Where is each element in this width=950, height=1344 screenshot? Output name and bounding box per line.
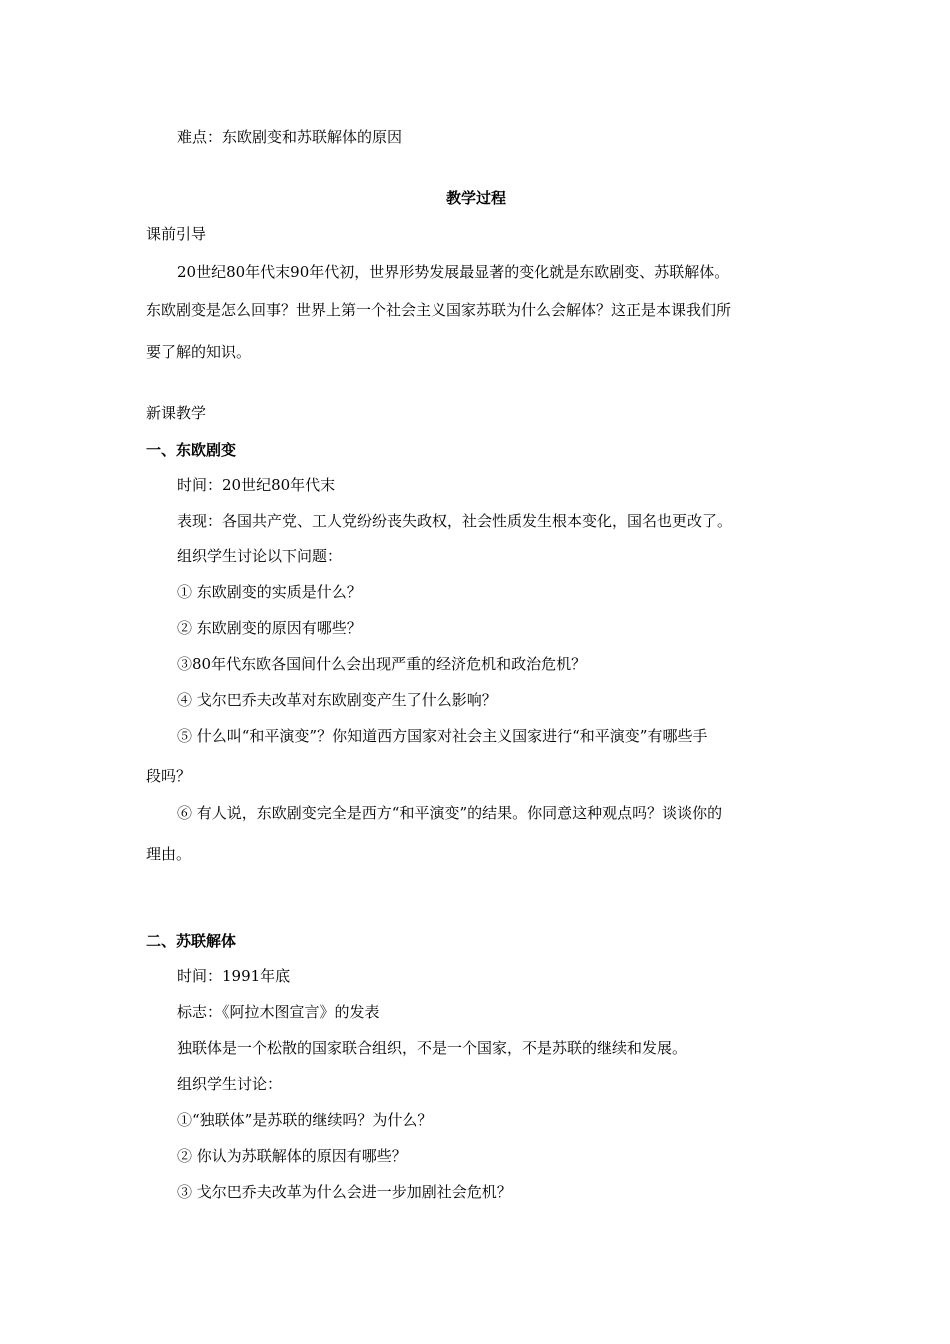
section2-question-3: ③ 戈尔巴乔夫改革为什么会进一步加剧社会危机？	[177, 1183, 512, 1201]
section1-question-1: ① 东欧剧变的实质是什么？	[177, 583, 362, 601]
new-lesson-heading: 新课教学	[146, 404, 207, 422]
section2-question-1: ①“独联体”是苏联的继续吗？为什么？	[177, 1111, 433, 1129]
section2-question-2: ② 你认为苏联解体的原因有哪些？	[177, 1147, 407, 1165]
process-title: 教学过程	[445, 189, 506, 207]
section1-time: 时间：20世纪80年代末	[177, 476, 336, 494]
section1-discussion-intro: 组织学生讨论以下问题：	[177, 547, 343, 565]
section2-time: 时间：1991年底	[177, 967, 291, 985]
section1-manifestation: 表现：各国共产党、工人党纷纷丧失政权，社会性质发生根本变化，国名也更改了。	[177, 512, 733, 530]
intro-paragraph-line-2: 东欧剧变是怎么回事？世界上第一个社会主义国家苏联为什么会解体？这正是本课我们所	[146, 301, 732, 319]
section2-sign: 标志：《阿拉木图宣言》的发表	[177, 1003, 380, 1021]
difficulty-line: 难点：东欧剧变和苏联解体的原因	[177, 128, 403, 146]
section1-question-2: ② 东欧剧变的原因有哪些？	[177, 619, 362, 637]
section1-question-3: ③80年代东欧各国间什么会出现严重的经济危机和政治危机？	[177, 655, 587, 673]
intro-paragraph-line-3: 要了解的知识。	[146, 343, 252, 361]
section1-question-5-line-2: 段吗？	[146, 767, 192, 785]
section2-title: 二、苏联解体	[146, 932, 237, 950]
section1-question-6-line-1: ⑥ 有人说，东欧剧变完全是西方“和平演变”的结果。你同意这种观点吗？谈谈你的	[177, 804, 723, 822]
section1-question-4: ④ 戈尔巴乔夫改革对东欧剧变产生了什么影响？	[177, 691, 497, 709]
section2-cis-note: 独联体是一个松散的国家联合组织，不是一个国家，不是苏联的继续和发展。	[177, 1039, 688, 1057]
section1-title: 一、东欧剧变	[146, 441, 237, 459]
section1-question-5-line-1: ⑤ 什么叫“和平演变”？你知道西方国家对社会主义国家进行“和平演变”有哪些手	[177, 727, 708, 745]
intro-paragraph-line-1: 20世纪80年代末90年代初，世界形势发展最显著的变化就是东欧剧变、苏联解体。	[177, 263, 730, 281]
section1-question-6-line-2: 理由。	[146, 845, 192, 863]
section2-discussion-intro: 组织学生讨论：	[177, 1075, 283, 1093]
intro-heading: 课前引导	[146, 225, 207, 243]
